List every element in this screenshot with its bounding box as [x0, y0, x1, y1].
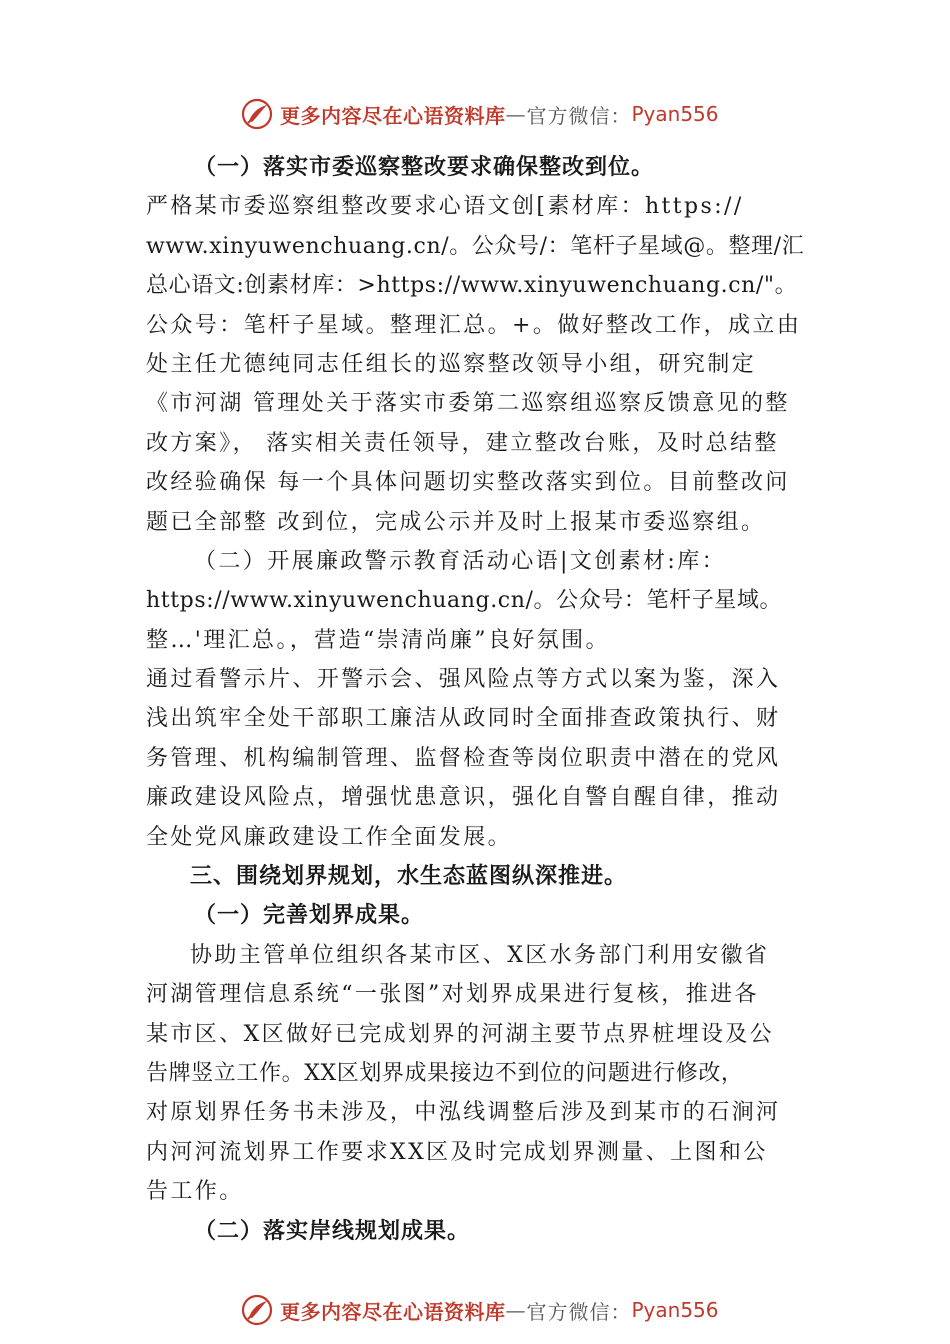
paragraph-line: 告工作。 [146, 1179, 244, 1205]
watermark-handle: Pyan556 [631, 1298, 719, 1322]
watermark-grey-text: 官方微信： [526, 1299, 632, 1324]
watermark-red-text: 更多内容尽在心语资料库 [280, 103, 506, 128]
paragraph-line: 全处党风廉政建设工作全面发展。 [146, 824, 513, 850]
watermark-handle: Pyan556 [631, 102, 719, 126]
paragraph-line: 改方案》， 落实相关责任领导，建立整改台账，及时总结整 [146, 430, 779, 456]
watermark-dash: — [505, 102, 527, 126]
paragraph-line: https://www.xinyuwenchuang.cn/。公众号：笔杆子星域。 [146, 588, 783, 614]
paragraph-line: 内河河流划界工作要求XX区及时完成划界测量、上图和公 [146, 1139, 768, 1165]
paragraph-line: 对原划界任务书未涉及，中泓线调整后涉及到某市的石涧河 [146, 1100, 781, 1126]
paragraph-line: 改经验确保 每一个具体问题切实整改落实到位。目前整改问 [146, 470, 790, 496]
paragraph-line: 通过看警示片、开警示会、强风险点等方式以案为鉴，深入 [146, 667, 781, 693]
section-heading: （二）开展廉政警示教育活动心语|文创素材:库： [194, 548, 727, 574]
paragraph-line: 廉政建设风险点，增强忧患意识，强化自警自醒自律，推动 [146, 785, 781, 811]
paragraph-line: 公众号：笔杆子星域。整理汇总。+。做好整改工作，成立由 [146, 312, 802, 338]
paragraph-line: 《市河湖 管理处关于落实市委第二巡察组巡察反馈意见的整 [146, 391, 790, 417]
watermark-footer [240, 1292, 719, 1328]
paragraph-line: 整…'理汇总。，营造“崇清尚廉”良好氛围。 [146, 627, 610, 653]
section-heading: （一）落实市委巡察整改要求确保整改到位。 [194, 155, 655, 180]
section-heading: （一）完善划界成果。 [194, 903, 425, 929]
chapter-heading: 三、围绕划界规划，水生态蓝图纵深推进。 [190, 864, 628, 890]
paragraph-line: 浅出筑牢全处干部职工廉洁从政同时全面排查政策执行、财 [146, 706, 781, 732]
watermark-dash: — [505, 1298, 527, 1322]
watermark-header [240, 96, 719, 132]
watermark-red-text: 更多内容尽在心语资料库 [280, 1299, 506, 1324]
paragraph-line: 严格某市委巡察组整改要求心语文创[素材库：https:// [146, 194, 744, 220]
logo-icon [240, 97, 274, 131]
paragraph-line: www.xinyuwenchuang.cn/。公众号/：笔杆子星域@。整理/汇 [146, 233, 805, 259]
section-heading: （二）落实岸线规划成果。 [194, 1218, 471, 1244]
document-body [146, 148, 826, 1251]
paragraph-line: 题已全部整 改到位，完成公示并及时上报某市委巡察组。 [146, 509, 766, 535]
paragraph-line: 河湖管理信息系统“一张图”对划界成果进行复核，推进各 [146, 982, 759, 1008]
paragraph-line: 某市区、X区做好已完成划界的河湖主要节点界桩埋设及公 [146, 1021, 775, 1047]
watermark-grey-text: 官方微信： [526, 103, 632, 128]
paragraph-line: 总心语文:创素材库：>https://www.xinyuwenchuang.cn/"。 [146, 273, 798, 299]
paragraph-line: 协助主管单位组织各某市区、X区水务部门利用安徽省 [190, 942, 770, 968]
logo-icon [240, 1293, 274, 1327]
paragraph-line: 处主任尤德纯同志任组长的巡察整改领导小组，研究制定 [146, 351, 757, 377]
paragraph-line: 务管理、机构编制管理、监督检查等岗位职责中潜在的党风 [146, 745, 781, 771]
paragraph-line: 告牌竖立工作。XX区划界成果接边不到位的问题进行修改， [146, 1060, 744, 1086]
